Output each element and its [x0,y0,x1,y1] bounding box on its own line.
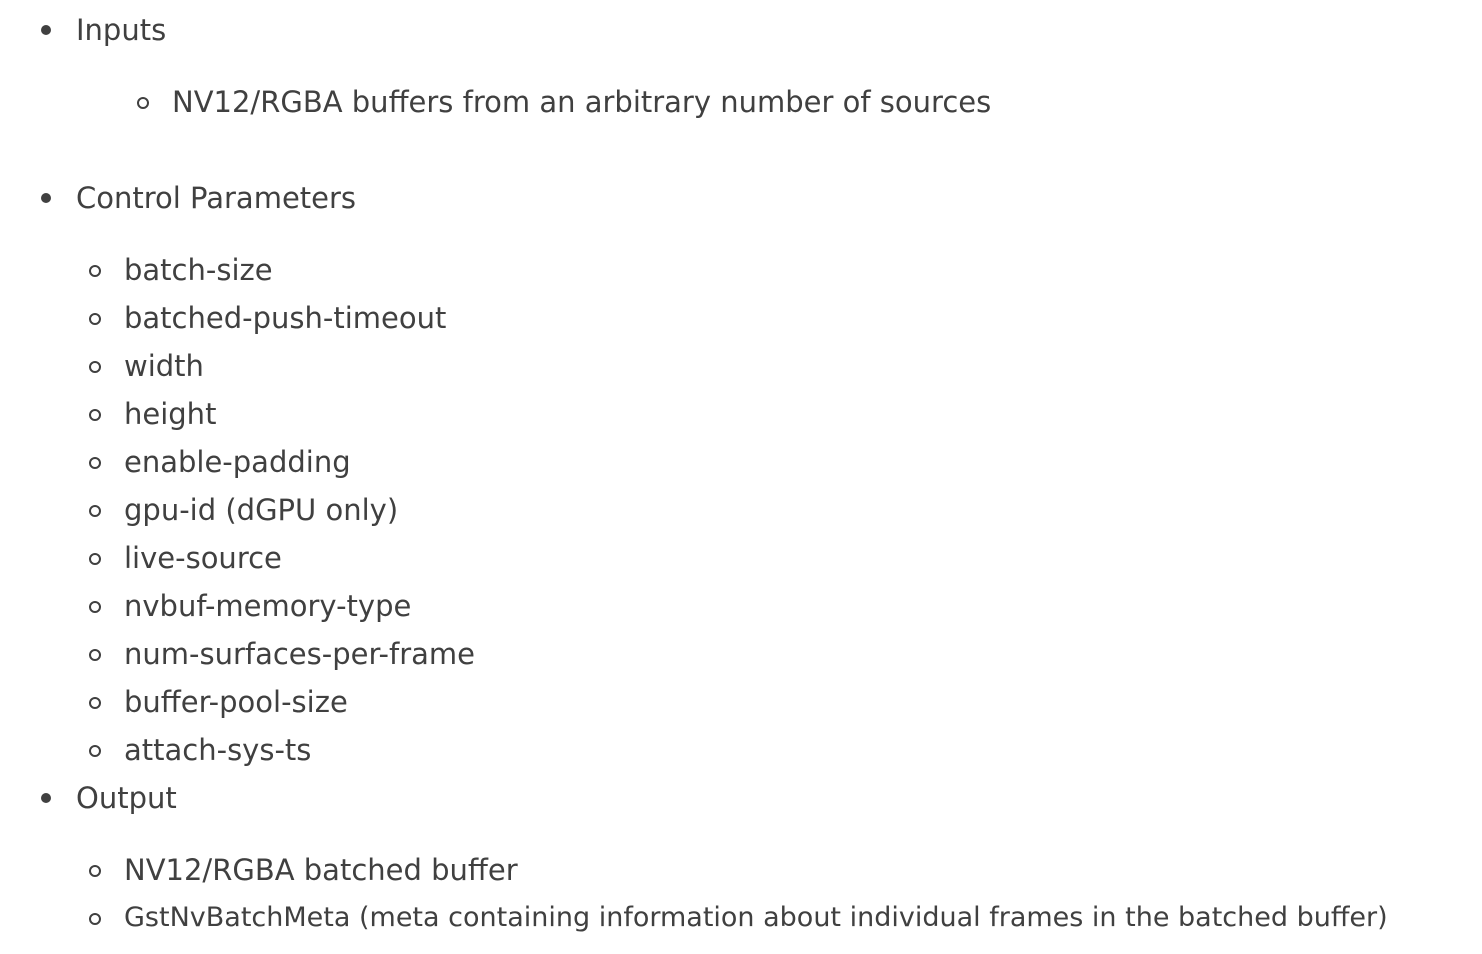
bullet-circle-icon [89,265,101,277]
bullet-circle-icon [89,553,101,565]
section-label-output: Output [76,781,177,815]
param-label: gpu-id (dGPU only) [124,493,399,527]
bullet-circle-icon [89,601,101,613]
param-label: batch-size [124,253,273,287]
param-label: attach-sys-ts [124,733,312,767]
output-item-label: NV12/RGBA batched buffer [124,853,518,887]
bullet-circle-icon [137,97,149,109]
bullet-disc-icon [41,25,51,35]
inputs-item-label: NV12/RGBA buffers from an arbitrary number of sources [172,85,992,119]
output-item-label: GstNvBatchMeta (meta containing information about individual frames in the batched buffer) [124,902,1388,933]
param-label: num-surfaces-per-frame [124,637,476,671]
bullet-circle-icon [89,505,101,517]
param-label: nvbuf-memory-type [124,589,412,623]
bullet-circle-icon [89,313,101,325]
bullet-circle-icon [89,697,101,709]
bullet-circle-icon [89,649,101,661]
bullet-circle-icon [89,913,101,925]
param-label: batched-push-timeout [124,301,447,335]
bullet-circle-icon [89,457,101,469]
param-label: live-source [124,541,282,575]
section-label-control-parameters: Control Parameters [76,181,357,215]
bullet-circle-icon [89,361,101,373]
param-label: buffer-pool-size [124,685,348,719]
bullet-circle-icon [89,865,101,877]
bullet-circle-icon [89,745,101,757]
section-label-inputs: Inputs [76,13,167,47]
bullet-circle-icon [89,409,101,421]
bullet-disc-icon [41,793,51,803]
param-label: width [124,349,204,383]
param-label: enable-padding [124,445,351,479]
param-label: height [124,397,217,431]
bullet-disc-icon [41,193,51,203]
